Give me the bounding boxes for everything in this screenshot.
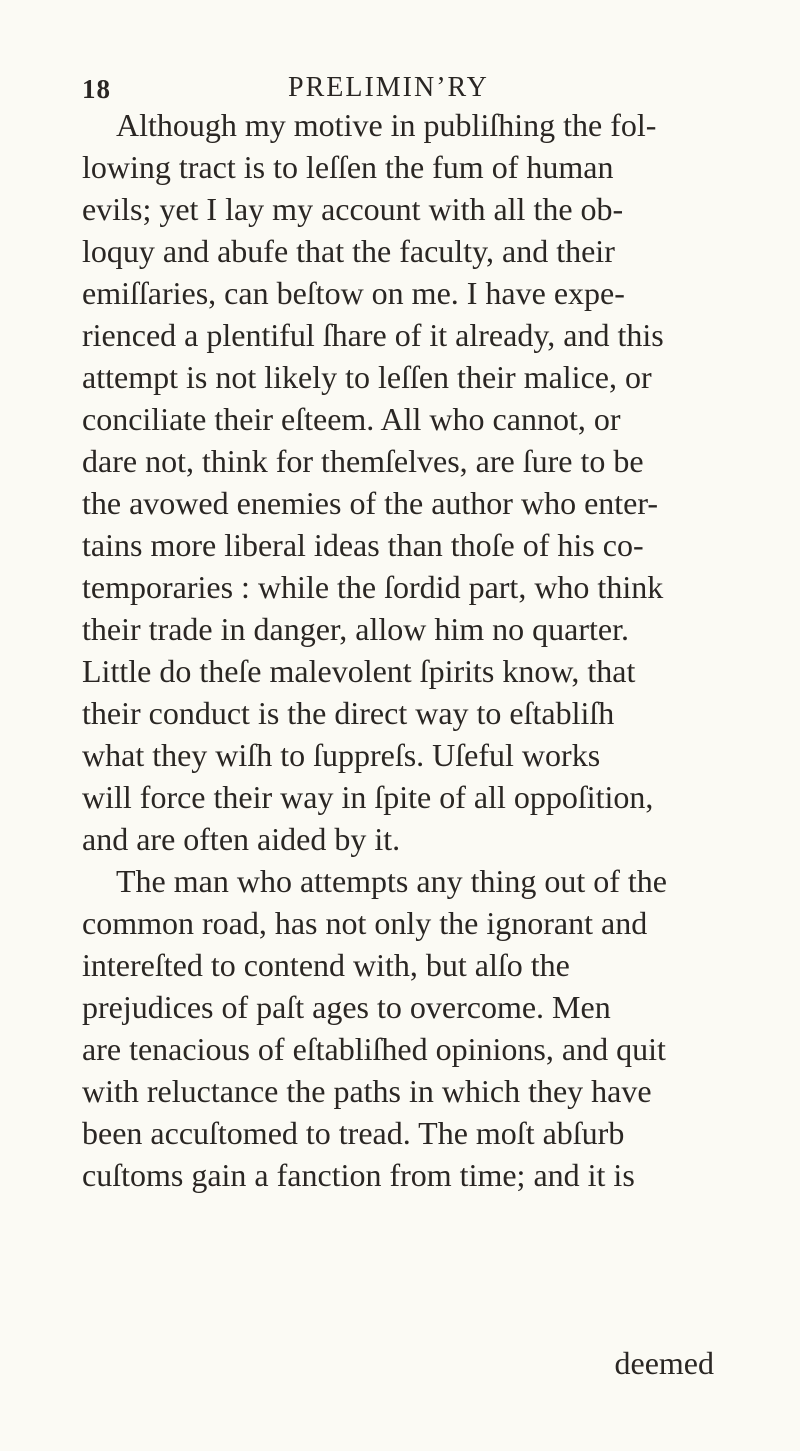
text-line: loquy and abufe that the faculty, and their (82, 233, 615, 269)
text-line: are tenacious of eſtabliſhed opinions, and quit (82, 1031, 666, 1067)
text-line: been accuſtomed to tread. The moſt abſurb (82, 1115, 625, 1151)
catchword: deemed (614, 1345, 714, 1381)
text-line: what they wiſh to ſuppreſs. Uſeful works (82, 737, 601, 773)
text-line: temporaries : while the ſordid part, who think (82, 569, 664, 605)
text-line: lowing tract is to leſſen the fum of human (82, 149, 614, 185)
text-line: prejudices of paſt ages to overcome. Men (82, 989, 611, 1025)
text-line: The man who attempts any thing out of the (116, 863, 667, 899)
text-line: will force their way in ſpite of all oppoſition, (82, 779, 654, 815)
running-head: PRELIMIN’RY (288, 72, 489, 103)
text-line: tains more liberal ideas than thoſe of his co- (82, 527, 644, 563)
text-line: their conduct is the direct way to eſtabliſh (82, 695, 615, 731)
text-line: attempt is not likely to leſſen their malice, or (82, 359, 652, 395)
text-line: their trade in danger, allow him no quarter. (82, 611, 629, 647)
text-line: Little do theſe malevolent ſpirits know, that (82, 653, 636, 689)
text-line: emiſſaries, can beſtow on me. I have expe- (82, 275, 625, 311)
text-line: the avowed enemies of the author who enter- (82, 485, 659, 521)
page-header (0, 68, 800, 108)
text-line: cuſtoms gain a fanction from time; and it is (82, 1157, 635, 1193)
text-line: common road, has not only the ignorant and (82, 905, 648, 941)
text-line: and are often aided by it. (82, 821, 401, 857)
text-line: evils; yet I lay my account with all the ob- (82, 191, 624, 227)
text-line: rienced a plentiful ſhare of it already, and this (82, 317, 664, 353)
text-line: dare not, think for themſelves, are ſure to be (82, 443, 644, 479)
text-line: conciliate their eſteem. All who cannot, or (82, 401, 621, 437)
page-number: 18 (82, 74, 111, 104)
text-line: intereſted to contend with, but alſo the (82, 947, 570, 983)
text-line: with reluctance the paths in which they have (82, 1073, 652, 1109)
text-line: Although my motive in publiſhing the fol- (116, 107, 657, 143)
